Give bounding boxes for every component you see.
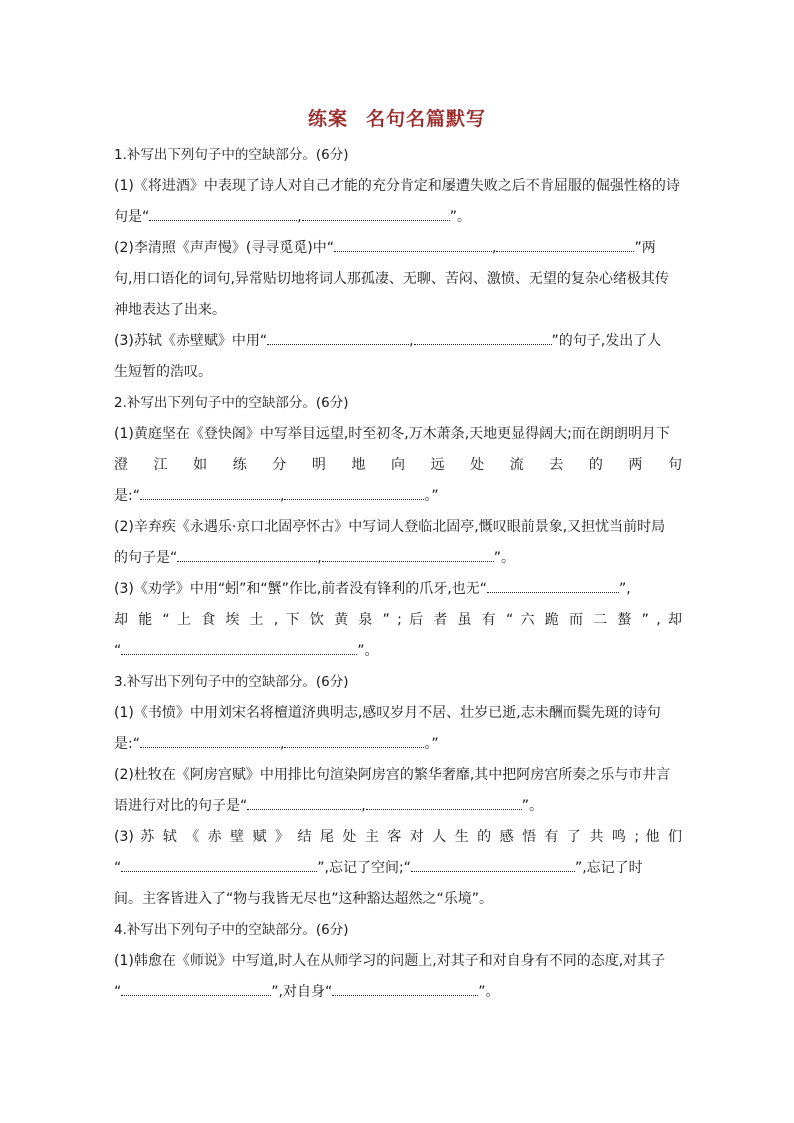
q3-item-3-line-1: (3) 苏 轼 《 赤 壁 赋 》 结 尾 处 主 客 对 人 生 的 感 悟 有 了 共 鸣 ; 他 们 — [114, 829, 682, 845]
q1-item-3-line-2: 生短暂的浩叹。 — [114, 364, 212, 380]
answer-blank[interactable] — [284, 487, 424, 500]
answer-blank[interactable] — [411, 859, 575, 872]
q2-item-3-line-3: “ ”。 — [114, 643, 379, 659]
answer-blank[interactable] — [487, 580, 619, 593]
q3-item-3-line-3: 间。主客皆进入了“物与我皆无尽也”这种豁达超然之“乐境”。 — [114, 891, 494, 907]
answer-blank[interactable] — [177, 549, 317, 562]
question-3-heading: 3.补写出下列句子中的空缺部分。(6分) — [114, 674, 349, 690]
answer-blank[interactable] — [140, 487, 280, 500]
answer-blank[interactable] — [302, 208, 450, 221]
q3-item-2-line-2: 语进行对比的句子是“ , ”。 — [114, 798, 543, 814]
title-part-1: 练案 — [307, 108, 348, 130]
answer-blank[interactable] — [267, 332, 409, 345]
question-4-heading: 4.补写出下列句子中的空缺部分。(6分) — [114, 922, 349, 938]
answer-blank[interactable] — [247, 797, 361, 810]
page-title — [0, 104, 794, 131]
answer-blank[interactable] — [496, 239, 634, 252]
q3-item-1-line-2: 是:“ , 。” — [114, 736, 439, 752]
q1-item-1-line-2: 句是“ , ”。 — [114, 209, 471, 225]
answer-blank[interactable] — [121, 859, 317, 872]
answer-blank[interactable] — [332, 983, 478, 996]
answer-blank[interactable] — [366, 797, 522, 810]
title-part-2: 名句名篇默写 — [366, 108, 487, 130]
q2-item-2-line-1: (2)辛弃疾《永遇乐·京口北固亭怀古》中写词人登临北固亭,慨叹眼前景象,又担忧当前时局 — [114, 519, 666, 535]
answer-blank[interactable] — [121, 983, 271, 996]
answer-blank[interactable] — [121, 642, 357, 655]
q1-item-3-line-1: (3)苏轼《赤壁赋》中用“ , ”的句子,发出了人 — [114, 333, 662, 349]
q3-item-3-line-2: “ ”,忘记了空间;“ ”,忘记了时 — [114, 860, 643, 876]
q2-item-1-line-2: 澄 江 如 练 分 明 地 向 远 处 流 去 的 两 句 — [114, 457, 682, 473]
q3-item-1-line-1: (1)《书愤》中用刘宋名将檀道济典明志,感叹岁月不居、壮岁已逝,志未酬而鬓先斑的诗句 — [114, 705, 661, 721]
q1-item-1-line-1: (1)《将进酒》中表现了诗人对自己才能的充分肯定和屡遭失败之后不肯屈服的倔强性格的诗 — [114, 178, 680, 194]
q4-item-1-line-1: (1)韩愈在《师说》中写道,时人在从师学习的问题上,对其子和对自身有不同的态度,对其子 — [114, 953, 666, 969]
question-1-heading: 1.补写出下列句子中的空缺部分。(6分) — [114, 147, 349, 163]
q2-item-2-line-2: 的句子是“ , ”。 — [114, 550, 515, 566]
q2-item-1-line-3: 是:“ , 。” — [114, 488, 439, 504]
answer-blank[interactable] — [140, 735, 280, 748]
answer-blank[interactable] — [284, 735, 424, 748]
q3-item-2-line-1: (2)杜牧在《阿房宫赋》中用排比句渲染阿房宫的繁华奢靡,其中把阿房宫所奏之乐与市井言 — [114, 767, 671, 783]
q2-item-3-line-2: 却 能 “ 上 食 埃 土 , 下 饮 黄 泉 ” ; 后 者 虽 有 “ 六 跪 而 二 螯 ” , 却 — [114, 612, 682, 628]
q4-item-1-line-2: “ ”,对自身“ ”。 — [114, 984, 500, 1000]
question-2-heading: 2.补写出下列句子中的空缺部分。(6分) — [114, 395, 349, 411]
q1-item-2-line-3: 神地表达了出来。 — [114, 302, 226, 318]
answer-blank[interactable] — [334, 239, 492, 252]
answer-blank[interactable] — [414, 332, 552, 345]
q1-item-2-line-2: 句,用口语化的词句,异常贴切地将词人那孤凄、无聊、苦闷、激愤、无望的复杂心绪极其传 — [114, 271, 669, 287]
answer-blank[interactable] — [322, 549, 494, 562]
answer-blank[interactable] — [149, 208, 297, 221]
q1-item-2-line-1: (2)李清照《声声慢》(寻寻觅觅)中“ , ”两 — [114, 240, 656, 256]
q2-item-3-line-1: (3)《劝学》中用“蚓”和“蟹”作比,前者没有锋利的爪牙,也无“ ”, — [114, 581, 631, 597]
q2-item-1-line-1: (1)黄庭坚在《登快阁》中写举目远望,时至初冬,万木萧条,天地更显得阔大;而在朗朗明月下 — [114, 426, 670, 442]
